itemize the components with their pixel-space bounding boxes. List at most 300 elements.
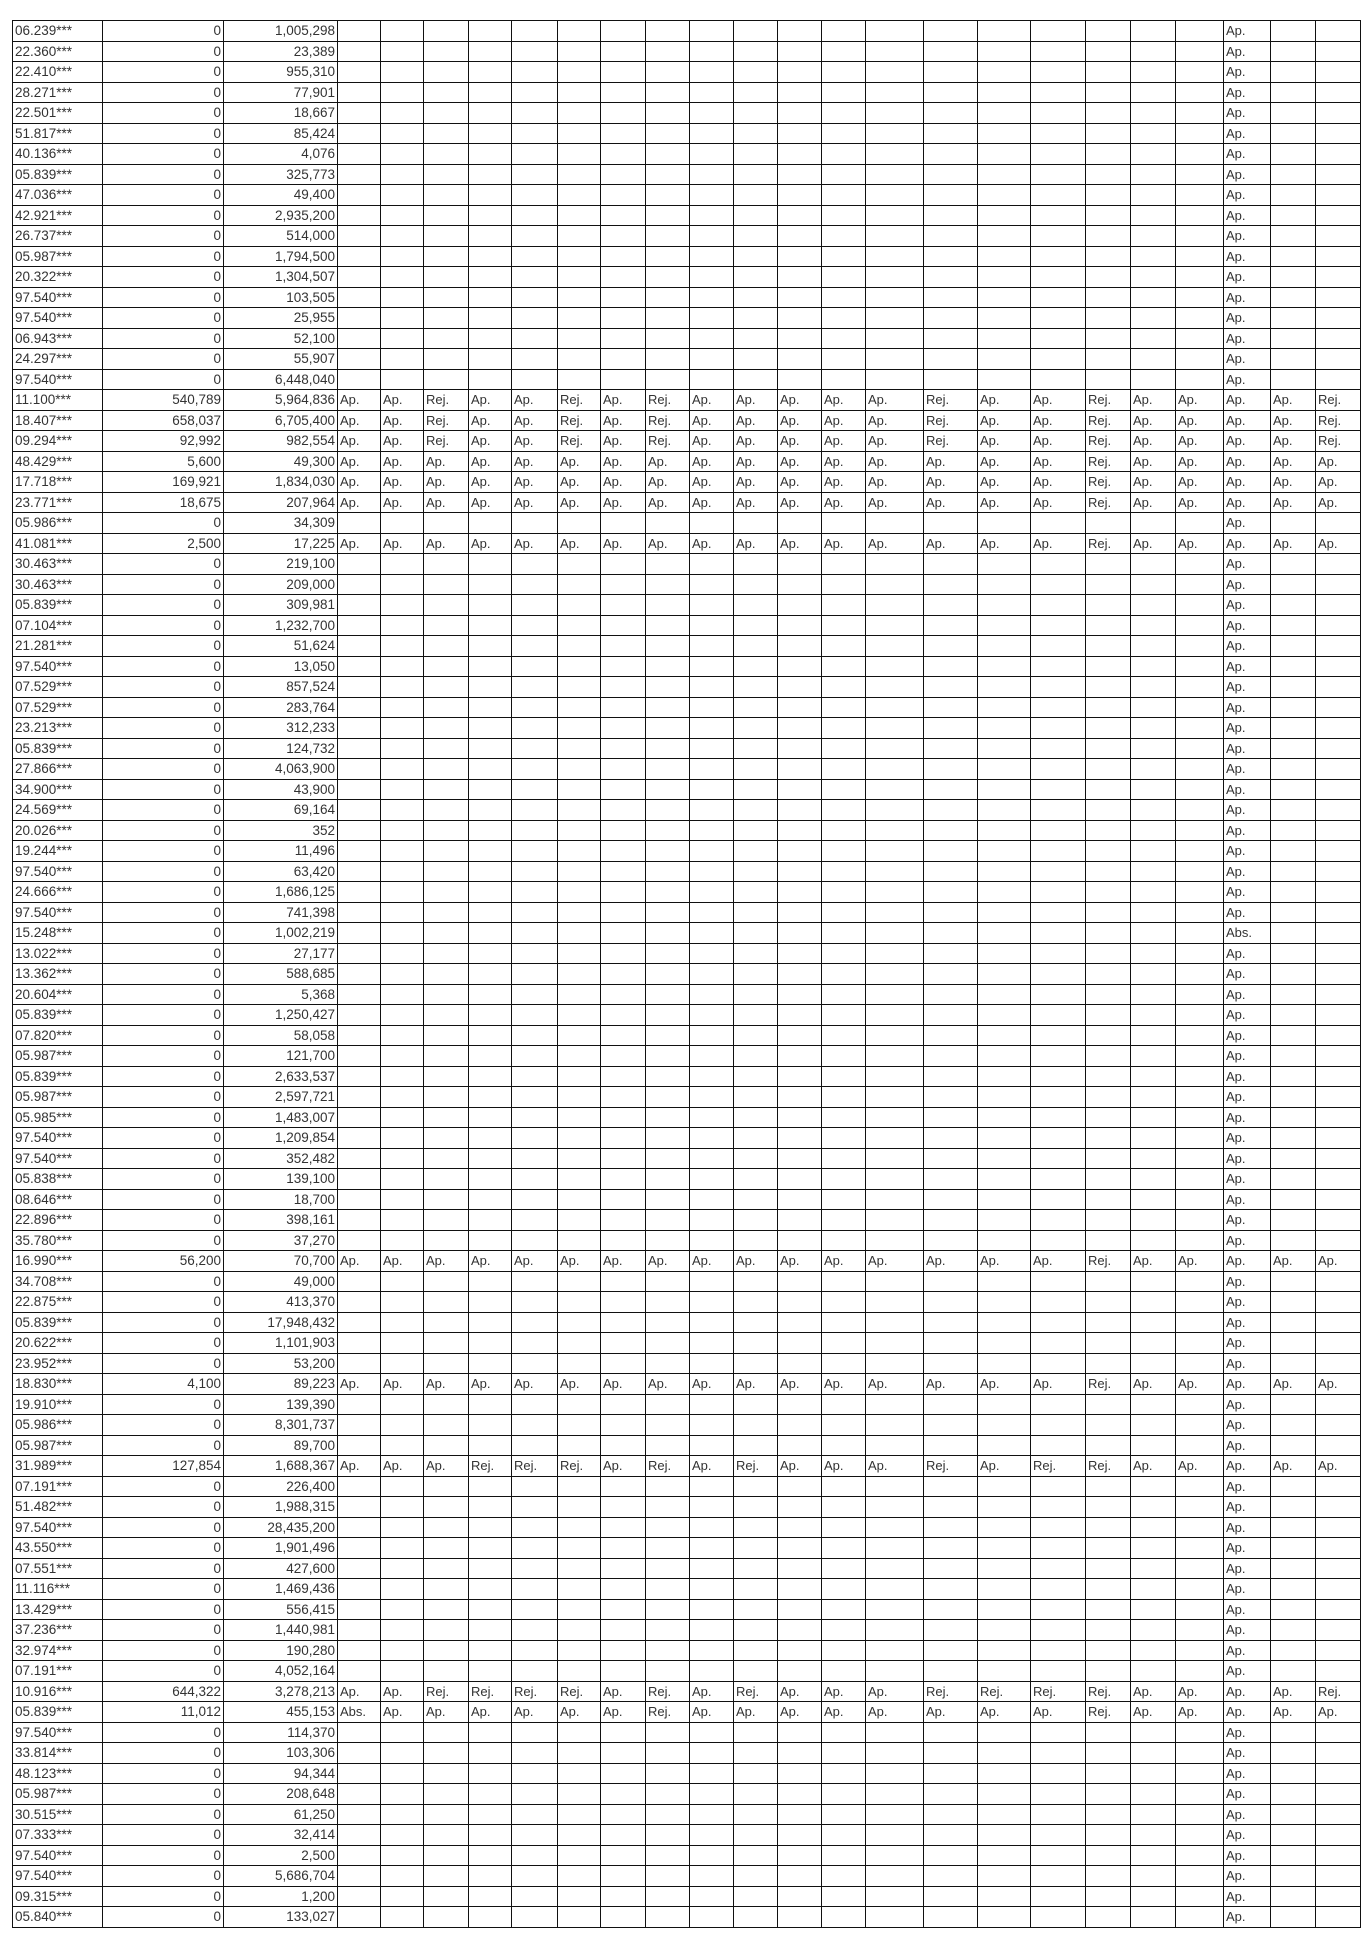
vote-cell <box>1031 349 1086 370</box>
vote-cell <box>1176 1640 1224 1661</box>
vote-cell <box>734 820 778 841</box>
extra-vote-cell: Ap. <box>1271 451 1316 472</box>
vote-cell <box>866 943 924 964</box>
extra-vote-cell <box>1271 1763 1316 1784</box>
row-id-cell: 35.780*** <box>13 1230 103 1251</box>
vote-cell <box>690 1886 734 1907</box>
vote-cell <box>1086 1538 1131 1559</box>
vote-cell <box>924 1743 978 1764</box>
vote-cell <box>978 1599 1031 1620</box>
vote-cell <box>512 1579 558 1600</box>
vote-cell <box>601 615 646 636</box>
vote-cell <box>978 369 1031 390</box>
extra-vote-cell <box>1271 1107 1316 1128</box>
vote-cell <box>601 226 646 247</box>
vote-cell <box>469 779 512 800</box>
vote-cell <box>1131 615 1176 636</box>
vote-cell <box>512 636 558 657</box>
result-cell: Ap. <box>1224 1497 1271 1518</box>
vote-cell <box>646 1743 690 1764</box>
vote-cell <box>734 1435 778 1456</box>
row-id-cell: 07.529*** <box>13 697 103 718</box>
vote-cell <box>1031 1599 1086 1620</box>
vote-cell <box>558 902 601 923</box>
vote-cell <box>469 1333 512 1354</box>
value-1-cell: 0 <box>103 1579 224 1600</box>
vote-cell <box>924 882 978 903</box>
vote-cell <box>1131 1271 1176 1292</box>
vote-cell <box>469 62 512 83</box>
vote-cell <box>512 677 558 698</box>
table-row <box>13 1189 1361 1210</box>
vote-cell <box>1131 1066 1176 1087</box>
vote-cell <box>1131 1210 1176 1231</box>
vote-cell <box>558 1866 601 1887</box>
vote-cell <box>690 1620 734 1641</box>
row-id-cell: 97.540*** <box>13 1722 103 1743</box>
vote-cell <box>1031 1169 1086 1190</box>
vote-cell <box>646 656 690 677</box>
vote-cell: Ap. <box>866 472 924 493</box>
vote-cell <box>978 144 1031 165</box>
vote-cell <box>978 1353 1031 1374</box>
vote-cell <box>424 1497 469 1518</box>
vote-cell: Ap. <box>866 1702 924 1723</box>
vote-cell <box>469 902 512 923</box>
vote-cell <box>338 677 381 698</box>
table-row <box>13 595 1361 616</box>
extra-vote-cell <box>1316 861 1361 882</box>
vote-cell: Ap. <box>690 451 734 472</box>
extra-vote-cell <box>1316 1620 1361 1641</box>
value-1-cell: 0 <box>103 246 224 267</box>
vote-cell <box>1176 513 1224 534</box>
vote-cell <box>822 1353 866 1374</box>
vote-cell <box>924 902 978 923</box>
vote-cell <box>1176 1025 1224 1046</box>
vote-cell <box>690 738 734 759</box>
row-id-cell: 47.036*** <box>13 185 103 206</box>
value-1-cell: 0 <box>103 1907 224 1928</box>
vote-cell <box>822 738 866 759</box>
value-1-cell: 0 <box>103 1825 224 1846</box>
vote-cell <box>381 1107 424 1128</box>
vote-cell: Ap. <box>338 1374 381 1395</box>
vote-cell <box>646 1066 690 1087</box>
vote-cell <box>424 800 469 821</box>
vote-cell <box>512 595 558 616</box>
vote-cell <box>1031 205 1086 226</box>
value-2-cell: 103,505 <box>224 287 338 308</box>
vote-cell <box>601 1620 646 1641</box>
vote-cell <box>1086 144 1131 165</box>
vote-cell <box>469 287 512 308</box>
vote-cell <box>1031 164 1086 185</box>
vote-cell <box>1086 369 1131 390</box>
vote-cell <box>601 328 646 349</box>
vote-cell <box>601 1825 646 1846</box>
value-1-cell: 5,600 <box>103 451 224 472</box>
value-1-cell: 0 <box>103 943 224 964</box>
vote-cell <box>734 1353 778 1374</box>
vote-cell <box>690 595 734 616</box>
row-id-cell: 07.529*** <box>13 677 103 698</box>
vote-cell <box>601 1640 646 1661</box>
vote-cell <box>646 1579 690 1600</box>
vote-cell <box>924 697 978 718</box>
extra-vote-cell <box>1271 1435 1316 1456</box>
vote-cell <box>1131 513 1176 534</box>
vote-cell <box>512 308 558 329</box>
extra-vote-cell <box>1271 1271 1316 1292</box>
value-1-cell: 0 <box>103 656 224 677</box>
vote-cell <box>601 123 646 144</box>
vote-cell <box>978 554 1031 575</box>
vote-cell <box>512 1230 558 1251</box>
vote-cell <box>734 615 778 636</box>
vote-cell: Rej. <box>558 390 601 411</box>
table-row <box>13 738 1361 759</box>
vote-cell <box>1131 1825 1176 1846</box>
vote-cell: Ap. <box>866 1681 924 1702</box>
table-row <box>13 1476 1361 1497</box>
vote-cell: Ap. <box>1131 1456 1176 1477</box>
vote-cell: Ap. <box>381 472 424 493</box>
vote-cell <box>601 943 646 964</box>
vote-cell <box>1086 1866 1131 1887</box>
vote-cell <box>338 1169 381 1190</box>
vote-cell <box>601 185 646 206</box>
row-id-cell: 22.360*** <box>13 41 103 62</box>
vote-cell <box>822 1394 866 1415</box>
value-2-cell: 61,250 <box>224 1804 338 1825</box>
vote-cell <box>734 1394 778 1415</box>
vote-cell <box>469 226 512 247</box>
vote-cell <box>424 205 469 226</box>
table-row <box>13 1784 1361 1805</box>
vote-cell: Rej. <box>1086 533 1131 554</box>
vote-cell: Ap. <box>512 1702 558 1723</box>
vote-cell <box>734 267 778 288</box>
vote-cell <box>512 1169 558 1190</box>
vote-cell <box>924 1866 978 1887</box>
vote-cell <box>822 1312 866 1333</box>
vote-cell <box>1086 226 1131 247</box>
value-2-cell: 103,306 <box>224 1743 338 1764</box>
vote-cell <box>558 718 601 739</box>
vote-cell <box>690 1845 734 1866</box>
vote-cell <box>424 1128 469 1149</box>
vote-cell: Rej. <box>424 410 469 431</box>
vote-cell <box>1086 1886 1131 1907</box>
vote-cell: Ap. <box>734 533 778 554</box>
result-cell: Ap. <box>1224 800 1271 821</box>
vote-cell <box>866 861 924 882</box>
vote-cell <box>338 1189 381 1210</box>
vote-cell <box>978 308 1031 329</box>
extra-vote-cell <box>1271 964 1316 985</box>
vote-cell <box>469 820 512 841</box>
vote-cell <box>558 1128 601 1149</box>
value-2-cell: 4,063,900 <box>224 759 338 780</box>
vote-cell <box>978 513 1031 534</box>
vote-cell <box>1131 1620 1176 1641</box>
vote-cell <box>381 738 424 759</box>
vote-cell <box>512 738 558 759</box>
vote-cell <box>338 800 381 821</box>
vote-cell <box>1176 1886 1224 1907</box>
vote-cell <box>381 1661 424 1682</box>
vote-cell <box>1176 697 1224 718</box>
vote-cell: Ap. <box>978 492 1031 513</box>
result-cell: Ap. <box>1224 308 1271 329</box>
table-row <box>13 533 1361 554</box>
vote-cell <box>1031 1743 1086 1764</box>
vote-cell <box>381 369 424 390</box>
vote-cell <box>338 1579 381 1600</box>
vote-cell <box>978 1210 1031 1231</box>
vote-cell <box>1086 1517 1131 1538</box>
vote-cell <box>734 62 778 83</box>
value-2-cell: 427,600 <box>224 1558 338 1579</box>
vote-cell <box>338 123 381 144</box>
value-2-cell: 352,482 <box>224 1148 338 1169</box>
value-2-cell: 70,700 <box>224 1251 338 1272</box>
extra-vote-cell <box>1316 820 1361 841</box>
vote-cell <box>338 1825 381 1846</box>
vote-cell <box>1176 1558 1224 1579</box>
vote-cell <box>924 943 978 964</box>
vote-cell <box>778 697 822 718</box>
vote-cell <box>601 1804 646 1825</box>
vote-cell <box>734 718 778 739</box>
vote-cell <box>381 1189 424 1210</box>
vote-cell <box>1176 1620 1224 1641</box>
extra-vote-cell <box>1271 984 1316 1005</box>
vote-cell <box>734 1599 778 1620</box>
vote-cell <box>734 636 778 657</box>
row-id-cell: 05.840*** <box>13 1907 103 1928</box>
vote-cell <box>690 677 734 698</box>
value-2-cell: 1,304,507 <box>224 267 338 288</box>
vote-cell <box>822 1497 866 1518</box>
extra-vote-cell: Ap. <box>1271 1251 1316 1272</box>
vote-cell <box>558 820 601 841</box>
vote-cell <box>978 718 1031 739</box>
table-row <box>13 1230 1361 1251</box>
vote-cell <box>978 1620 1031 1641</box>
vote-cell <box>924 1558 978 1579</box>
result-cell: Ap. <box>1224 1456 1271 1477</box>
value-1-cell: 0 <box>103 1599 224 1620</box>
vote-cell <box>1031 267 1086 288</box>
vote-cell <box>646 1599 690 1620</box>
extra-vote-cell <box>1271 1394 1316 1415</box>
vote-cell <box>1031 1497 1086 1518</box>
value-1-cell: 0 <box>103 1722 224 1743</box>
vote-cell: Ap. <box>381 1702 424 1723</box>
vote-cell <box>646 718 690 739</box>
vote-cell <box>1086 1353 1131 1374</box>
table-row <box>13 328 1361 349</box>
vote-cell: Ap. <box>1176 1374 1224 1395</box>
vote-cell <box>1131 636 1176 657</box>
value-2-cell: 1,005,298 <box>224 21 338 42</box>
vote-cell <box>424 738 469 759</box>
vote-cell <box>1031 1066 1086 1087</box>
vote-cell <box>1131 779 1176 800</box>
vote-cell <box>1031 1210 1086 1231</box>
vote-cell <box>866 1312 924 1333</box>
vote-cell <box>1176 1087 1224 1108</box>
table-row <box>13 431 1361 452</box>
vote-cell <box>338 1005 381 1026</box>
vote-cell <box>1131 1763 1176 1784</box>
vote-cell <box>424 1661 469 1682</box>
vote-cell <box>822 226 866 247</box>
vote-cell <box>978 574 1031 595</box>
vote-cell: Ap. <box>866 533 924 554</box>
row-id-cell: 51.482*** <box>13 1497 103 1518</box>
vote-cell <box>1176 595 1224 616</box>
vote-cell <box>690 1435 734 1456</box>
extra-vote-cell <box>1316 759 1361 780</box>
vote-cell <box>690 308 734 329</box>
vote-cell <box>558 574 601 595</box>
vote-cell <box>978 1189 1031 1210</box>
table-row <box>13 41 1361 62</box>
row-id-cell: 20.026*** <box>13 820 103 841</box>
vote-cell <box>866 82 924 103</box>
table-row <box>13 1599 1361 1620</box>
extra-vote-cell <box>1271 41 1316 62</box>
vote-cell <box>558 1722 601 1743</box>
extra-vote-cell <box>1316 554 1361 575</box>
result-cell: Ap. <box>1224 1353 1271 1374</box>
extra-vote-cell: Ap. <box>1316 1251 1361 1272</box>
row-id-cell: 05.839*** <box>13 164 103 185</box>
vote-cell: Rej. <box>512 1681 558 1702</box>
vote-cell <box>734 123 778 144</box>
vote-cell <box>338 656 381 677</box>
vote-cell <box>424 841 469 862</box>
vote-cell: Rej. <box>1031 1456 1086 1477</box>
vote-cell <box>646 226 690 247</box>
vote-cell <box>1131 267 1176 288</box>
row-id-cell: 19.910*** <box>13 1394 103 1415</box>
vote-cell <box>646 615 690 636</box>
vote-cell <box>978 164 1031 185</box>
vote-cell <box>1086 1599 1131 1620</box>
result-cell: Ap. <box>1224 636 1271 657</box>
vote-cell <box>734 185 778 206</box>
vote-cell <box>866 820 924 841</box>
row-id-cell: 31.989*** <box>13 1456 103 1477</box>
vote-cell: Ap. <box>734 431 778 452</box>
vote-cell <box>424 759 469 780</box>
vote-cell <box>1176 1230 1224 1251</box>
vote-cell <box>381 841 424 862</box>
vote-cell <box>601 1784 646 1805</box>
vote-cell <box>778 574 822 595</box>
vote-cell <box>690 144 734 165</box>
value-1-cell: 0 <box>103 1210 224 1231</box>
value-1-cell: 0 <box>103 369 224 390</box>
vote-cell <box>866 718 924 739</box>
value-1-cell: 0 <box>103 882 224 903</box>
vote-cell <box>381 513 424 534</box>
vote-cell <box>469 513 512 534</box>
vote-cell: Rej. <box>1031 1681 1086 1702</box>
vote-cell <box>646 779 690 800</box>
vote-cell <box>778 1128 822 1149</box>
vote-cell <box>424 1784 469 1805</box>
vote-cell <box>690 1333 734 1354</box>
vote-cell <box>866 1825 924 1846</box>
extra-vote-cell <box>1271 144 1316 165</box>
vote-cell <box>1176 636 1224 657</box>
vote-cell <box>338 943 381 964</box>
vote-cell <box>381 1435 424 1456</box>
table-row <box>13 1415 1361 1436</box>
vote-cell: Ap. <box>512 1251 558 1272</box>
vote-cell: Ap. <box>734 1702 778 1723</box>
vote-cell: Ap. <box>978 431 1031 452</box>
vote-cell: Ap. <box>512 451 558 472</box>
vote-cell <box>646 21 690 42</box>
vote-cell <box>778 328 822 349</box>
value-1-cell: 0 <box>103 1087 224 1108</box>
vote-cell <box>381 779 424 800</box>
vote-cell <box>822 1579 866 1600</box>
vote-cell <box>734 1907 778 1928</box>
table-row <box>13 1743 1361 1764</box>
vote-cell <box>601 369 646 390</box>
vote-cell <box>469 841 512 862</box>
result-cell: Ap. <box>1224 1517 1271 1538</box>
vote-cell <box>558 1292 601 1313</box>
value-2-cell: 49,300 <box>224 451 338 472</box>
vote-cell <box>1031 513 1086 534</box>
vote-cell <box>924 1128 978 1149</box>
vote-cell: Ap. <box>822 472 866 493</box>
extra-vote-cell <box>1271 861 1316 882</box>
vote-cell <box>512 656 558 677</box>
row-id-cell: 24.666*** <box>13 882 103 903</box>
vote-cell <box>469 1435 512 1456</box>
vote-cell <box>1131 1845 1176 1866</box>
vote-cell <box>1176 1046 1224 1067</box>
vote-cell <box>734 1169 778 1190</box>
value-1-cell: 0 <box>103 1128 224 1149</box>
value-1-cell: 2,500 <box>103 533 224 554</box>
vote-cell <box>558 1558 601 1579</box>
vote-cell <box>1176 677 1224 698</box>
vote-cell <box>734 1763 778 1784</box>
vote-cell <box>381 1169 424 1190</box>
vote-cell <box>424 1087 469 1108</box>
vote-cell: Rej. <box>646 1456 690 1477</box>
vote-cell <box>1176 164 1224 185</box>
vote-cell <box>338 1722 381 1743</box>
vote-cell <box>646 738 690 759</box>
table-row <box>13 1456 1361 1477</box>
vote-cell: Ap. <box>1131 451 1176 472</box>
vote-cell <box>558 1661 601 1682</box>
vote-cell <box>924 1353 978 1374</box>
vote-cell <box>1176 1333 1224 1354</box>
row-id-cell: 40.136*** <box>13 144 103 165</box>
